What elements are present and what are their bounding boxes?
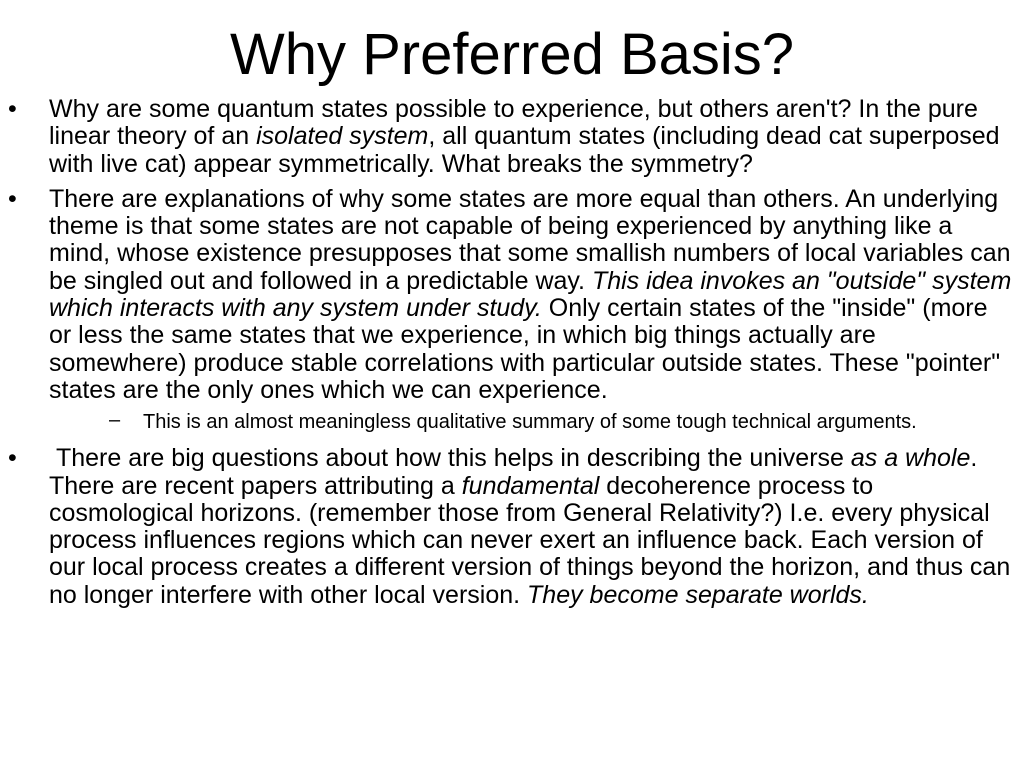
emphasis-text: fundamental (461, 471, 600, 500)
sub-bullet-item (49, 411, 1016, 433)
bullet-item-3 (0, 445, 1024, 609)
emphasis-text: isolated system (256, 122, 429, 151)
emphasis-text: They become separate worlds. (527, 580, 869, 609)
emphasis-text: This idea invokes an "outside" system which interacts with any system under study. (49, 266, 1012, 323)
bullet-text: Why are some quantum states possible to experience, but others aren't? In the pure linear theory of an isolated system, all quantum states (including dead cat superposed with live cat) appear symmetrically. What breaks the symmetry? (49, 95, 1000, 178)
slide-body (0, 96, 1024, 617)
dash-icon: – (109, 409, 121, 432)
sub-bullet-text: This is an almost meaningless qualitative summary of some tough technical arguments. (143, 411, 917, 434)
bullet-item-1 (0, 96, 1024, 178)
bullet-dot-icon: • (8, 95, 17, 123)
bullet-dot-icon: • (8, 184, 17, 213)
slide-title: Why Preferred Basis? (229, 22, 795, 87)
bullet-text: There are big questions about how this helps in describing the universe as a whole. There are recent papers attributing a fundamental decoherence process to cosmological horizons. (remember those from General Relativity?) I.e. every physical process influences regions which can never exert an influence back. Each version of our local process creates a different version of things beyond the horizon, and thus can no longer interfere with other local version. They become separate worlds. (49, 444, 1018, 609)
emphasis-text: as a whole (850, 444, 971, 473)
bullet-text: There are explanations of why some states are more equal than others. An underlying theme is that some states are not capable of being experienced by anything like a mind, whose existence presupposes that some smallish numbers of local variables can be singled out and followed in a predictable way. This idea invokes an "outside" system which interacts with any system under study. Only certain states of the "inside" (more or less the same states that we experience, in which big things actually are somewhere) produce stable correlations with particular outside states. These "pointer" states are the only ones which we can experience. (49, 184, 1012, 404)
bullet-item-2 (0, 186, 1024, 433)
bullet-dot-icon: • (8, 444, 17, 473)
